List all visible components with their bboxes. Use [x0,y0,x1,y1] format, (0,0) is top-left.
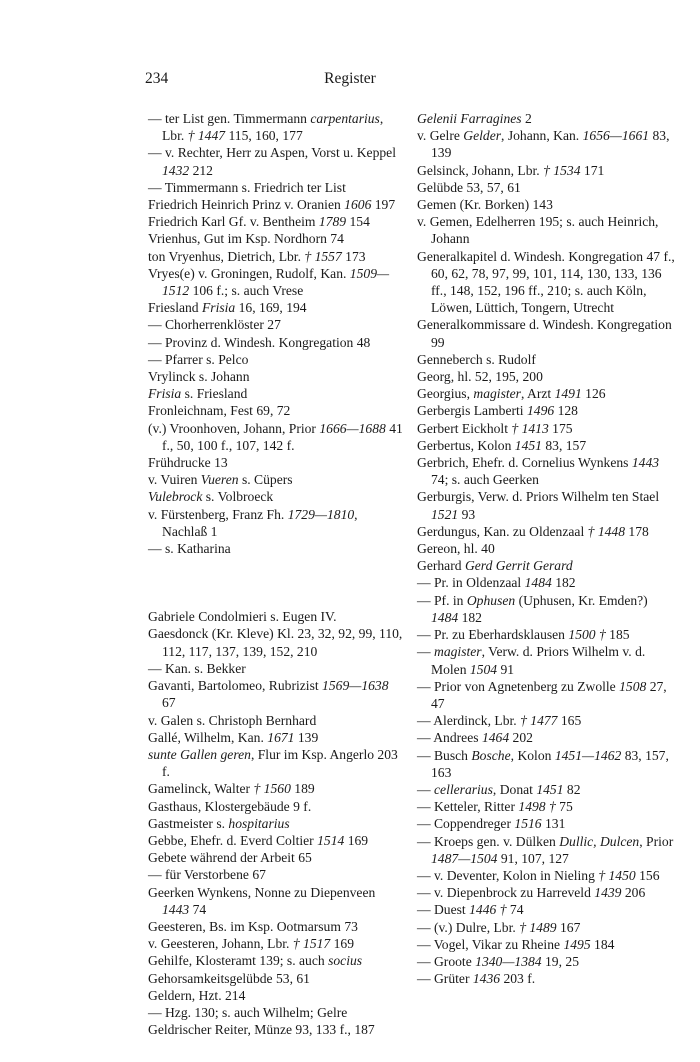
entry-text: Geesteren, Bs. im Ksp. Ootmarsum 73 [148,918,358,934]
entry-gerdungus [417,523,675,540]
entry-geluebde [417,179,675,196]
entry-text: Gerburgis, Verw. d. Priors Wilhelm ten Stael [417,489,660,505]
entry-text: Georgius, [417,386,474,402]
entry-text: 41 f., 50, 100 f., 107, 142 f. [162,420,403,453]
entry-hzg [148,1004,404,1021]
entry-gerbertus [417,437,675,454]
entry-vrienhus [148,230,404,247]
entry-ter-list [148,110,404,144]
entry-text: Gehilfe, Klosteramt 139; s. auch [148,953,329,969]
entry-generalkommissare [417,316,675,350]
entry-text-italic: 1521 [431,506,459,522]
entry-text: 212 [189,162,213,178]
entry-text: Vryes(e) v. Groningen, Rudolf, Kan. [148,265,350,281]
entry-text: , Johann, Kan. [501,128,583,144]
entry-cellerarius [417,781,675,798]
entry-text-italic: † 1534 [543,162,581,178]
entry-grueter [417,970,675,987]
entry-sunte-gallen [148,746,404,780]
entry-text: Gemen (Kr. Borken) 143 [417,197,553,213]
entry-text-italic: 1569—1638 [322,678,389,694]
entry-text: 182 [551,575,576,591]
entry-text-italic: 1432 [162,162,190,178]
entry-deventer [417,867,675,884]
entry-text: , Kolon [510,747,555,763]
entry-text: — Andrees [417,730,482,746]
left-column-group-f [148,110,404,557]
entry-text-italic: 1439 [594,885,622,901]
entry-text: — Timmermann s. Friedrich ter List [148,179,346,195]
entry-text: Frühdrucke 13 [148,455,228,471]
entry-text: — [417,781,434,797]
entry-text: v. Fürstenberg, Franz Fh. [148,506,288,522]
entry-text: Gebete während der Arbeit 65 [148,850,312,866]
entry-text-italic: † 1477 [520,713,558,729]
entry-text-italic: 1606 [344,197,372,213]
entry-text-italic: Gelenii Farragines [417,111,522,126]
entry-text-italic: † 1517 [292,936,331,952]
page-number: 234 [145,70,169,87]
entry-text: 27, 47 [431,678,667,711]
entry-text: Gelsinck, Johann, Lbr. [417,162,544,178]
entry-text: (Uphusen, Kr. Emden?) [515,592,648,608]
entry-text: 139 [294,729,319,745]
right-column-group-g [417,110,675,987]
entry-text: 197 [371,197,396,213]
entry-text-italic: carpentarius [310,111,380,126]
entry-text: (v.) Vroonhoven, Johann, Prior [148,420,320,436]
entry-text-italic: magister [434,644,482,660]
entry-text: 74 [189,901,207,917]
entry-text-italic: † 1448 [587,523,626,539]
entry-text: 171 [580,162,605,178]
entry-text: , Donat [492,781,537,797]
entry-text-italic: † 1450 [598,867,636,883]
group-separator [148,557,404,608]
entry-text: Gerbertus, Kolon [417,437,515,453]
entry-text: Gerdungus, Kan. zu Oldenzaal [417,523,588,539]
entry-text: 128 [554,403,578,419]
entry-text: Gastmeister s. [148,815,229,831]
entry-gerhard [417,557,675,574]
entry-fruehdrucke [148,454,404,471]
entry-text: Geerken Wynkens, Nonne zu Diepenveen [148,884,376,900]
entry-text: — Kan. s. Bekker [148,660,246,676]
entry-text: v. Geesteren, Johann, Lbr. [148,936,293,952]
entry-gerbrich [417,454,675,488]
entry-friedrich-karl [148,213,404,230]
entry-text: 154 [346,214,370,230]
entry-text-italic: Gelder [463,128,502,144]
entry-text: — Coppendreger [417,816,515,832]
entry-text: — für Verstorbene 67 [148,867,266,883]
entry-vrylinck [148,368,404,385]
entry-text-italic: 1500 † [568,627,606,643]
entry-gabriele [148,608,404,625]
entry-kroeps [417,833,675,867]
entry-text: Geldrischer Reiter, Münze 93, 133 f., 187 [148,1022,375,1038]
entry-text: 83, 157 [541,437,587,453]
entry-text: — Alerdinck, Lbr. [417,713,521,729]
entry-gerbergis [417,402,675,419]
entry-diepenbrock [417,884,675,901]
entry-text: Gebbe, Ehefr. d. Everd Coltier [148,832,318,848]
entry-text: 82 [563,781,581,797]
entry-text-italic: 1666—1688 [319,420,386,436]
entry-gastmeister [148,815,404,832]
entry-vryes [148,265,404,299]
entry-duest [417,901,675,918]
entry-gebbe [148,832,404,849]
entry-text: v. Vuiren [148,472,201,488]
entry-text-italic: sunte Gallen geren [148,746,251,762]
entry-text: Generalkapitel d. Windesh. Kongregation 47 f., 60, 62, 78, 97, 99, 101, 114, 130, 133, 136 ff., 148, 152, 196 ff., 210; s. auch Köln, Löwen, Lüttich, Tongern, Utrecht [417,248,675,316]
entry-text: Vrylinck s. Johann [148,369,250,385]
entry-text-italic: 1508 [619,678,647,694]
right-column [417,110,675,987]
entry-text-italic: 1498 † [518,799,556,815]
entry-provinz [148,334,404,351]
entry-text-italic: 1484 [431,609,459,625]
entry-gehorsam [148,970,404,987]
entry-text: Gerbergis Lamberti [417,403,527,419]
entry-text-italic: 1487—1504 [431,850,498,866]
entry-text: — Pf. in [417,592,467,608]
entry-text: ton Vryenhus, Dietrich, Lbr. [148,248,305,264]
entry-text-italic: Frisia [202,300,236,316]
entry-text-italic: 1514 [317,832,345,848]
entry-text-italic: 1484 [524,575,552,591]
entry-text-italic: 1496 [526,403,555,419]
entry-text: — Groote [417,953,476,969]
entry-text: — Pr. in Oldenzaal [417,575,525,591]
entry-text: 16, 169, 194 [235,300,307,316]
entry-magister [417,643,675,677]
entry-text: , Nachlaß 1 [162,506,358,539]
entry-text: — v. Diepenbrock zu Harreveld [417,885,595,901]
entry-text-italic: 1464 [481,730,510,746]
entry-text: — Grüter [417,971,473,987]
entry-text-italic: 1516 [514,816,542,832]
entry-text: , Lbr. [162,111,384,144]
entry-frisia [148,385,404,402]
entry-text-italic: 1451 [536,781,564,797]
entry-gavanti [148,677,404,711]
entry-text: 206 [621,885,646,901]
entry-generalkapitel [417,248,675,317]
entry-text: 167 [556,919,581,935]
entry-katharina [148,540,404,557]
entry-geesteren [148,918,404,935]
entry-text: s. Friesland [181,386,248,402]
entry-v-geesteren [148,935,404,952]
entry-text: Gasthaus, Klostergebäude 9 f. [148,798,312,814]
entry-text-italic: Frisia [148,386,182,402]
entry-text: 83, 157, 163 [431,747,669,780]
entry-text: — Ketteler, Ritter [417,799,519,815]
entry-text: Gerbrich, Ehefr. d. Cornelius Wynkens [417,455,632,471]
entry-text: Vrienhus, Gut im Ksp. Nordhorn 74 [148,231,344,247]
entry-text: Fronleichnam, Fest 69, 72 [148,403,291,419]
entry-text-italic: 1729—1810 [287,506,355,522]
entry-text: Gavanti, Bartolomeo, Rubrizist [148,678,323,694]
entry-chorherrenkloester [148,316,404,333]
entry-text: 184 [590,936,615,952]
entry-text-italic: 1436 [472,971,501,987]
entry-text: Gereon, hl. 40 [417,541,495,557]
entry-dulre [417,919,675,936]
entry-gaesdonck [148,625,404,659]
entry-text: Gamelinck, Walter [148,781,254,797]
entry-text: 173 [341,248,366,264]
entry-georg [417,368,675,385]
entry-geldrischer [148,1021,404,1038]
entry-text: Gehorsamkeitsgelübde 53, 61 [148,970,310,986]
entry-text: 83, 139 [431,128,670,161]
entry-vroonhoven [148,420,404,454]
entry-gehilfe [148,952,404,969]
entry-text-italic: Gerd Gerrit Gerard [464,558,573,574]
entry-text: — Hzg. 130; s. auch Wilhelm; Gelre [148,1004,348,1020]
entry-text: 131 [541,816,566,832]
entry-text: 189 [290,781,315,797]
entry-text: — Pfarrer s. Pelco [148,351,249,367]
entry-text: — Chorherrenklöster 27 [148,317,281,333]
entry-text-italic: 1451—1462 [554,747,622,763]
entry-friedrich-heinrich [148,196,404,213]
entry-text: — Busch [417,747,472,763]
entry-text: 169 [330,936,355,952]
entry-text-italic: 1671 [267,729,295,745]
entry-text: — [417,644,434,660]
entry-text: Geldern, Hzt. 214 [148,987,246,1003]
entry-v-gemen [417,213,675,247]
entry-vulebrock [148,488,404,505]
left-column-group-g [148,608,404,1038]
entry-text-italic: Dullic, Dulcen [559,833,640,849]
entry-groote [417,953,675,970]
entry-text: — v. Deventer, Kolon in Nieling [417,867,599,883]
entry-text-italic: 1495 [563,936,591,952]
entry-gelre [417,127,675,161]
entry-text: Gabriele Condolmieri s. Eugen IV. [148,609,337,625]
entry-text: 2 [521,111,532,126]
entry-busch [417,747,675,781]
entry-gelenii [417,110,675,127]
entry-text: , Verw. d. Priors Wilhelm v. d. Molen [431,644,646,677]
entry-geldern [148,987,404,1004]
entry-text-italic: magister [473,386,521,402]
entry-galen [148,712,404,729]
entry-text: — Vogel, Vikar zu Rheine [417,936,564,952]
entry-text: 106 f.; s. auch Vrese [189,283,304,299]
entry-text-italic: 1491 [554,386,582,402]
entry-text: Gerhard [417,558,465,574]
entry-gasthaus [148,798,404,815]
entry-text: — ter List gen. Timmermann [148,111,311,126]
entry-text-italic: 1509—1512 [162,265,390,299]
entry-coppendreger [417,815,675,832]
entry-vogel [417,936,675,953]
entry-text: Genneberch s. Rudolf [417,351,536,367]
entry-text: , Arzt [520,386,555,402]
entry-text: Friedrich Karl Gf. v. Bentheim [148,214,319,230]
entry-text: 202 [509,730,533,746]
entry-genneberch [417,351,675,368]
entry-text: 156 [635,867,660,883]
entry-text: — Pr. zu Eberhardsklausen [417,627,569,643]
entry-text-italic: socius [328,953,363,969]
entry-timmermann [148,179,404,196]
entry-ketteler [417,798,675,815]
entry-text: , Prior [639,833,674,849]
entry-text-italic: 1656—1661 [582,128,650,144]
entry-text: 185 [605,627,630,643]
entry-text-italic: 1443 [162,901,190,917]
entry-andrees [417,729,675,746]
entry-text: 75 [555,799,573,815]
entry-text: Generalkommissare d. Windesh. Kongregation 99 [417,317,672,350]
entry-text: 182 [458,609,482,625]
entry-pr-eberhard [417,626,675,643]
entry-text: 175 [548,420,573,436]
entry-text: 91, 107, 127 [497,850,569,866]
entry-text: 19, 25 [541,953,579,969]
entry-text: — Prior von Agnetenberg zu Zwolle [417,678,620,694]
entry-text: — s. Katharina [148,541,231,557]
entry-text-italic: Bosche [471,747,511,763]
entry-gemen [417,196,675,213]
entry-text: — v. Rechter, Herr zu Aspen, Vorst u. Keppel [148,145,396,161]
entry-text-italic: Vueren [200,472,239,488]
entry-text: Gelübde 53, 57, 61 [417,179,521,195]
entry-text-italic: cellerarius [434,781,493,797]
entry-text-italic: † 1560 [253,781,291,797]
entry-text-italic: hospitarius [228,815,290,831]
entry-text: v. Galen s. Christoph Bernhard [148,712,317,728]
entry-text: Gerbert Eickholt [417,420,512,436]
entry-text: — Kroeps gen. v. Dülken [417,833,560,849]
entry-geerken [148,884,404,918]
entry-text: Friesland [148,300,202,316]
entry-kan-bekker [148,660,404,677]
entry-georgius [417,385,675,402]
entry-vuiren [148,471,404,488]
entry-text: Gaesdonck (Kr. Kleve) Kl. 23, 32, 92, 99, 110, 112, 117, 137, 139, 152, 210 [148,626,403,659]
entry-text: 93 [458,506,476,522]
entry-text: 203 f. [500,971,536,987]
entry-alerdinck [417,712,675,729]
entry-text-italic: † 1413 [511,420,549,436]
entry-pf-ophusen [417,592,675,626]
entry-gebete [148,849,404,866]
entry-gerburgis [417,488,675,522]
entry-gerbert [417,420,675,437]
entry-text-italic: † 1447 [187,128,226,144]
entry-text: Georg, hl. 52, 195, 200 [417,369,543,385]
entry-text: , Flur im Ksp. Angerlo 203 f. [162,746,398,780]
entry-fronleichnam [148,402,404,419]
entry-vryenhus [148,248,404,265]
entry-text: 126 [581,386,606,402]
entry-text-italic: † 1489 [519,919,557,935]
entry-text: s. Cüpers [238,472,293,488]
entry-verstorbene [148,866,404,883]
entry-text-italic: Vulebrock [148,489,203,505]
entry-text: s. Volbroeck [202,489,274,505]
entry-text-italic: 1451 [514,437,542,453]
entry-text: 165 [557,713,582,729]
entry-text-italic: 1443 [631,455,660,471]
entry-text: Friedrich Heinrich Prinz v. Oranien [148,197,345,213]
entry-text: 67 [162,695,176,711]
entry-text: 91 [497,661,515,677]
entry-text: 74; s. auch Geerken [431,472,539,488]
entry-text: Gallé, Wilhelm, Kan. [148,729,268,745]
entry-text-italic: 1340—1384 [475,953,542,969]
entry-text-italic: Ophusen [466,592,516,608]
entry-gamelinck [148,780,404,797]
entry-gereon [417,540,675,557]
entry-text-italic: † 1557 [304,248,342,264]
entry-gelsinck [417,162,675,179]
entry-text: 178 [625,523,649,539]
entry-text: 115, 160, 177 [225,128,303,144]
entry-pr-oldenzaal [417,574,675,591]
left-column [148,110,404,1038]
entry-text: v. Gelre [417,128,464,144]
entry-pfarrer [148,351,404,368]
entry-galle [148,729,404,746]
entry-text: v. Gemen, Edelherren 195; s. auch Heinrich, Johann [417,214,659,247]
entry-text-italic: 1446 † [469,902,507,918]
running-head: Register [324,70,376,87]
entry-fuerstenberg [148,506,404,540]
entry-text: — Provinz d. Windesh. Kongregation 48 [148,334,371,350]
entry-text: — Duest [417,902,470,918]
entry-text-italic: 1789 [318,214,347,230]
entry-text: — (v.) Dulre, Lbr. [417,919,520,935]
entry-v-rechter [148,144,404,178]
entry-text: 74 [506,902,524,918]
entry-friesland [148,299,404,316]
entry-text-italic: 1504 [469,661,498,677]
entry-prior-agnetenberg [417,678,675,712]
entry-text: 169 [344,832,369,848]
